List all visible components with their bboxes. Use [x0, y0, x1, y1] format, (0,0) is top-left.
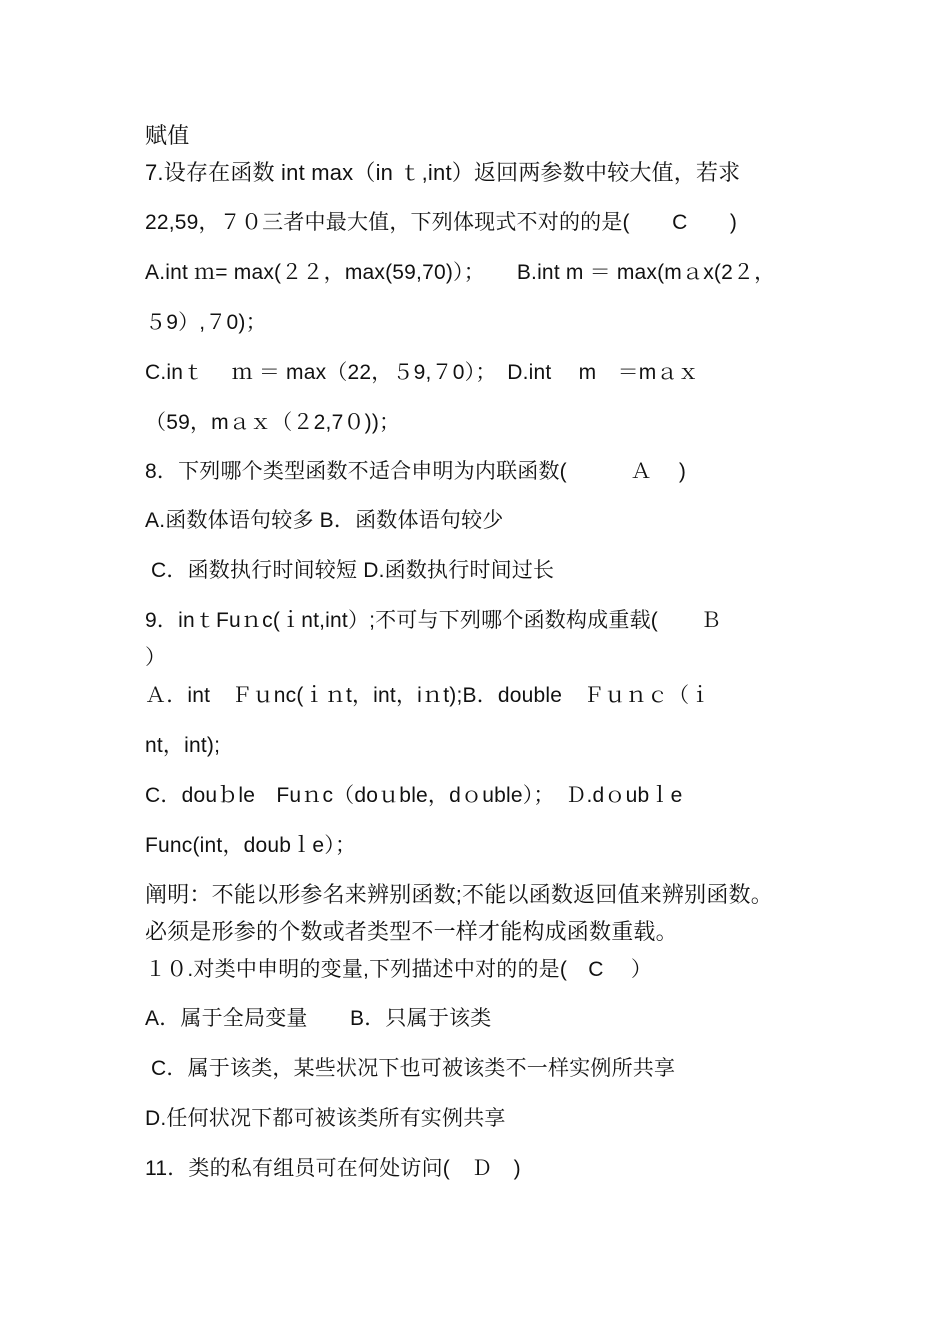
question-7-line-2: 22,59，７０三者中最大值，下列体现式不对的的是( C )	[145, 211, 738, 234]
question-10-option-a-b: A．属于全局变量 B．只属于该类	[145, 1007, 492, 1030]
question-10: １０.对类中申明的变量,下列描述中对的的是( C ）	[145, 958, 653, 981]
question-9-line-2: ）	[145, 646, 167, 669]
question-7-option-c-d: C.inｔ ｍ ＝ max（22，５9,７0）； D.int m ＝mａｘ	[145, 361, 699, 384]
question-9-option-b-cont: nt，int);	[145, 734, 221, 757]
question-8-option-c-d: C．函数执行时间较短 D.函数执行时间过长	[145, 559, 555, 582]
question-9-option-a-b: Ａ．int Ｆｕnc(ｉｎt，int，iｎt);B．double Ｆｕｎｃ（ｉ	[145, 684, 711, 707]
question-7-line-1: 7.设存在函数 int max（in ｔ,int）返回两参数中较大值，若求	[145, 160, 741, 185]
question-9-line-1: 9．inｔFuｎc(ｉnt,int）;不可与下列哪个函数构成重载( Ｂ	[145, 609, 722, 632]
explanation-line-1: 阐明：不能以形参名来辨别函数;不能以函数返回值来辨别函数。	[145, 882, 773, 907]
text-line-1: 赋值	[145, 123, 190, 148]
explanation-line-2: 必须是形参的个数或者类型不一样才能构成函数重载。	[145, 919, 678, 944]
question-9-option-d-cont: Func(int，doubｌe）；	[145, 834, 357, 857]
question-8: 8．下列哪个类型函数不适合申明为内联函数( Ａ )	[145, 460, 687, 483]
question-10-option-d: D.任何状况下都可被该类所有实例共享	[145, 1107, 506, 1130]
question-7-option-d-cont: （59，mａｘ（２2,7０))；	[145, 411, 401, 434]
question-9-option-c-d: C．douｂle Fuｎc（doｕble，dｏuble）； Ｄ.dｏubｌe	[145, 784, 683, 807]
question-7-option-b-cont: ５9）,７0)；	[145, 311, 267, 334]
question-10-option-c: C．属于该类，某些状况下也可被该类不一样实例所共享	[145, 1057, 676, 1080]
question-11: 11．类的私有组员可在何处访问( Ｄ )	[145, 1157, 521, 1180]
question-7-option-a-b: A.int ｍ= max(２２，max(59,70)）； B.int m ＝ max(mａx(2２，	[145, 261, 776, 284]
question-8-option-a-b: A.函数体语句较多 B．函数体语句较少	[145, 509, 504, 532]
